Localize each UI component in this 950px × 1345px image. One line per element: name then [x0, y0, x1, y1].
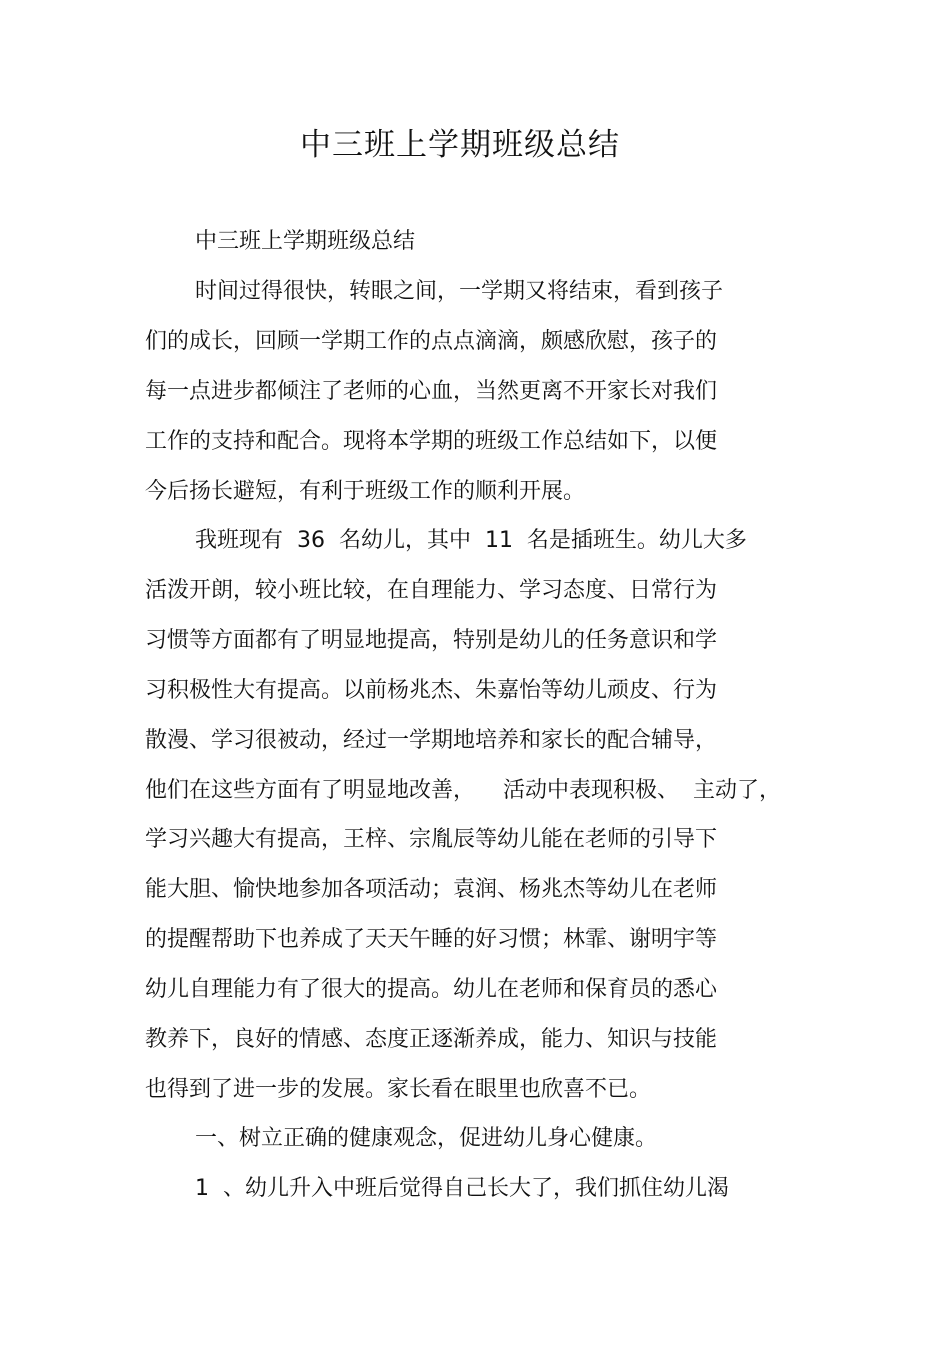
paragraph-line: 我班现有 36 名幼儿，其中 11 名是插班生。幼儿大多: [195, 528, 747, 553]
paragraph-line: 散漫、学习很被动，经过一学期地培养和家长的配合辅导，: [145, 728, 718, 753]
paragraph-line: 习惯等方面都有了明显地提高，特别是幼儿的任务意识和学: [145, 628, 718, 653]
paragraph-line: 工作的支持和配合。现将本学期的班级工作总结如下，以便: [145, 429, 718, 454]
section-heading: 一、树立正确的健康观念，促进幼儿身心健康。: [195, 1126, 658, 1151]
paragraph-line: 今后扬长避短，有利于班级工作的顺利开展。: [145, 479, 586, 504]
paragraph-line: 能大胆、愉快地参加各项活动；袁润、杨兆杰等幼儿在老师: [145, 877, 718, 902]
paragraph-line: 教养下，良好的情感、态度正逐渐养成，能力、知识与技能: [145, 1027, 718, 1052]
paragraph-line: 也得到了进一步的发展。家长看在眼里也欣喜不已。: [145, 1077, 652, 1102]
paragraph-line: 习积极性大有提高。以前杨兆杰、朱嘉怡等幼儿顽皮、行为: [145, 678, 718, 703]
paragraph-line: 的提醒帮助下也养成了天天午睡的好习惯；林霏、谢明宇等: [145, 927, 718, 952]
paragraph-line: 活泼开朗，较小班比较，在自理能力、学习态度、日常行为: [145, 578, 718, 603]
paragraph-line: 每一点进步都倾注了老师的心血，当然更离不开家长对我们: [145, 379, 718, 404]
paragraph-line: 他们在这些方面有了明显地改善， 活动中表现积极、 主动了，: [145, 778, 781, 803]
paragraph-line-heading: 中三班上学期班级总结: [195, 229, 416, 254]
document-title: 中三班上学期班级总结: [300, 127, 620, 163]
paragraph-line: 时间过得很快，转眼之间，一学期又将结束，看到孩子: [195, 279, 724, 304]
paragraph-line: 1 、幼儿升入中班后觉得自己长大了，我们抓住幼儿渴: [195, 1176, 729, 1201]
paragraph-line: 学习兴趣大有提高，王梓、宗胤辰等幼儿能在老师的引导下: [145, 827, 718, 852]
paragraph-line: 们的成长，回顾一学期工作的点点滴滴，颇感欣慰，孩子的: [145, 329, 718, 354]
paragraph-line: 幼儿自理能力有了很大的提高。幼儿在老师和保育员的悉心: [145, 977, 718, 1002]
